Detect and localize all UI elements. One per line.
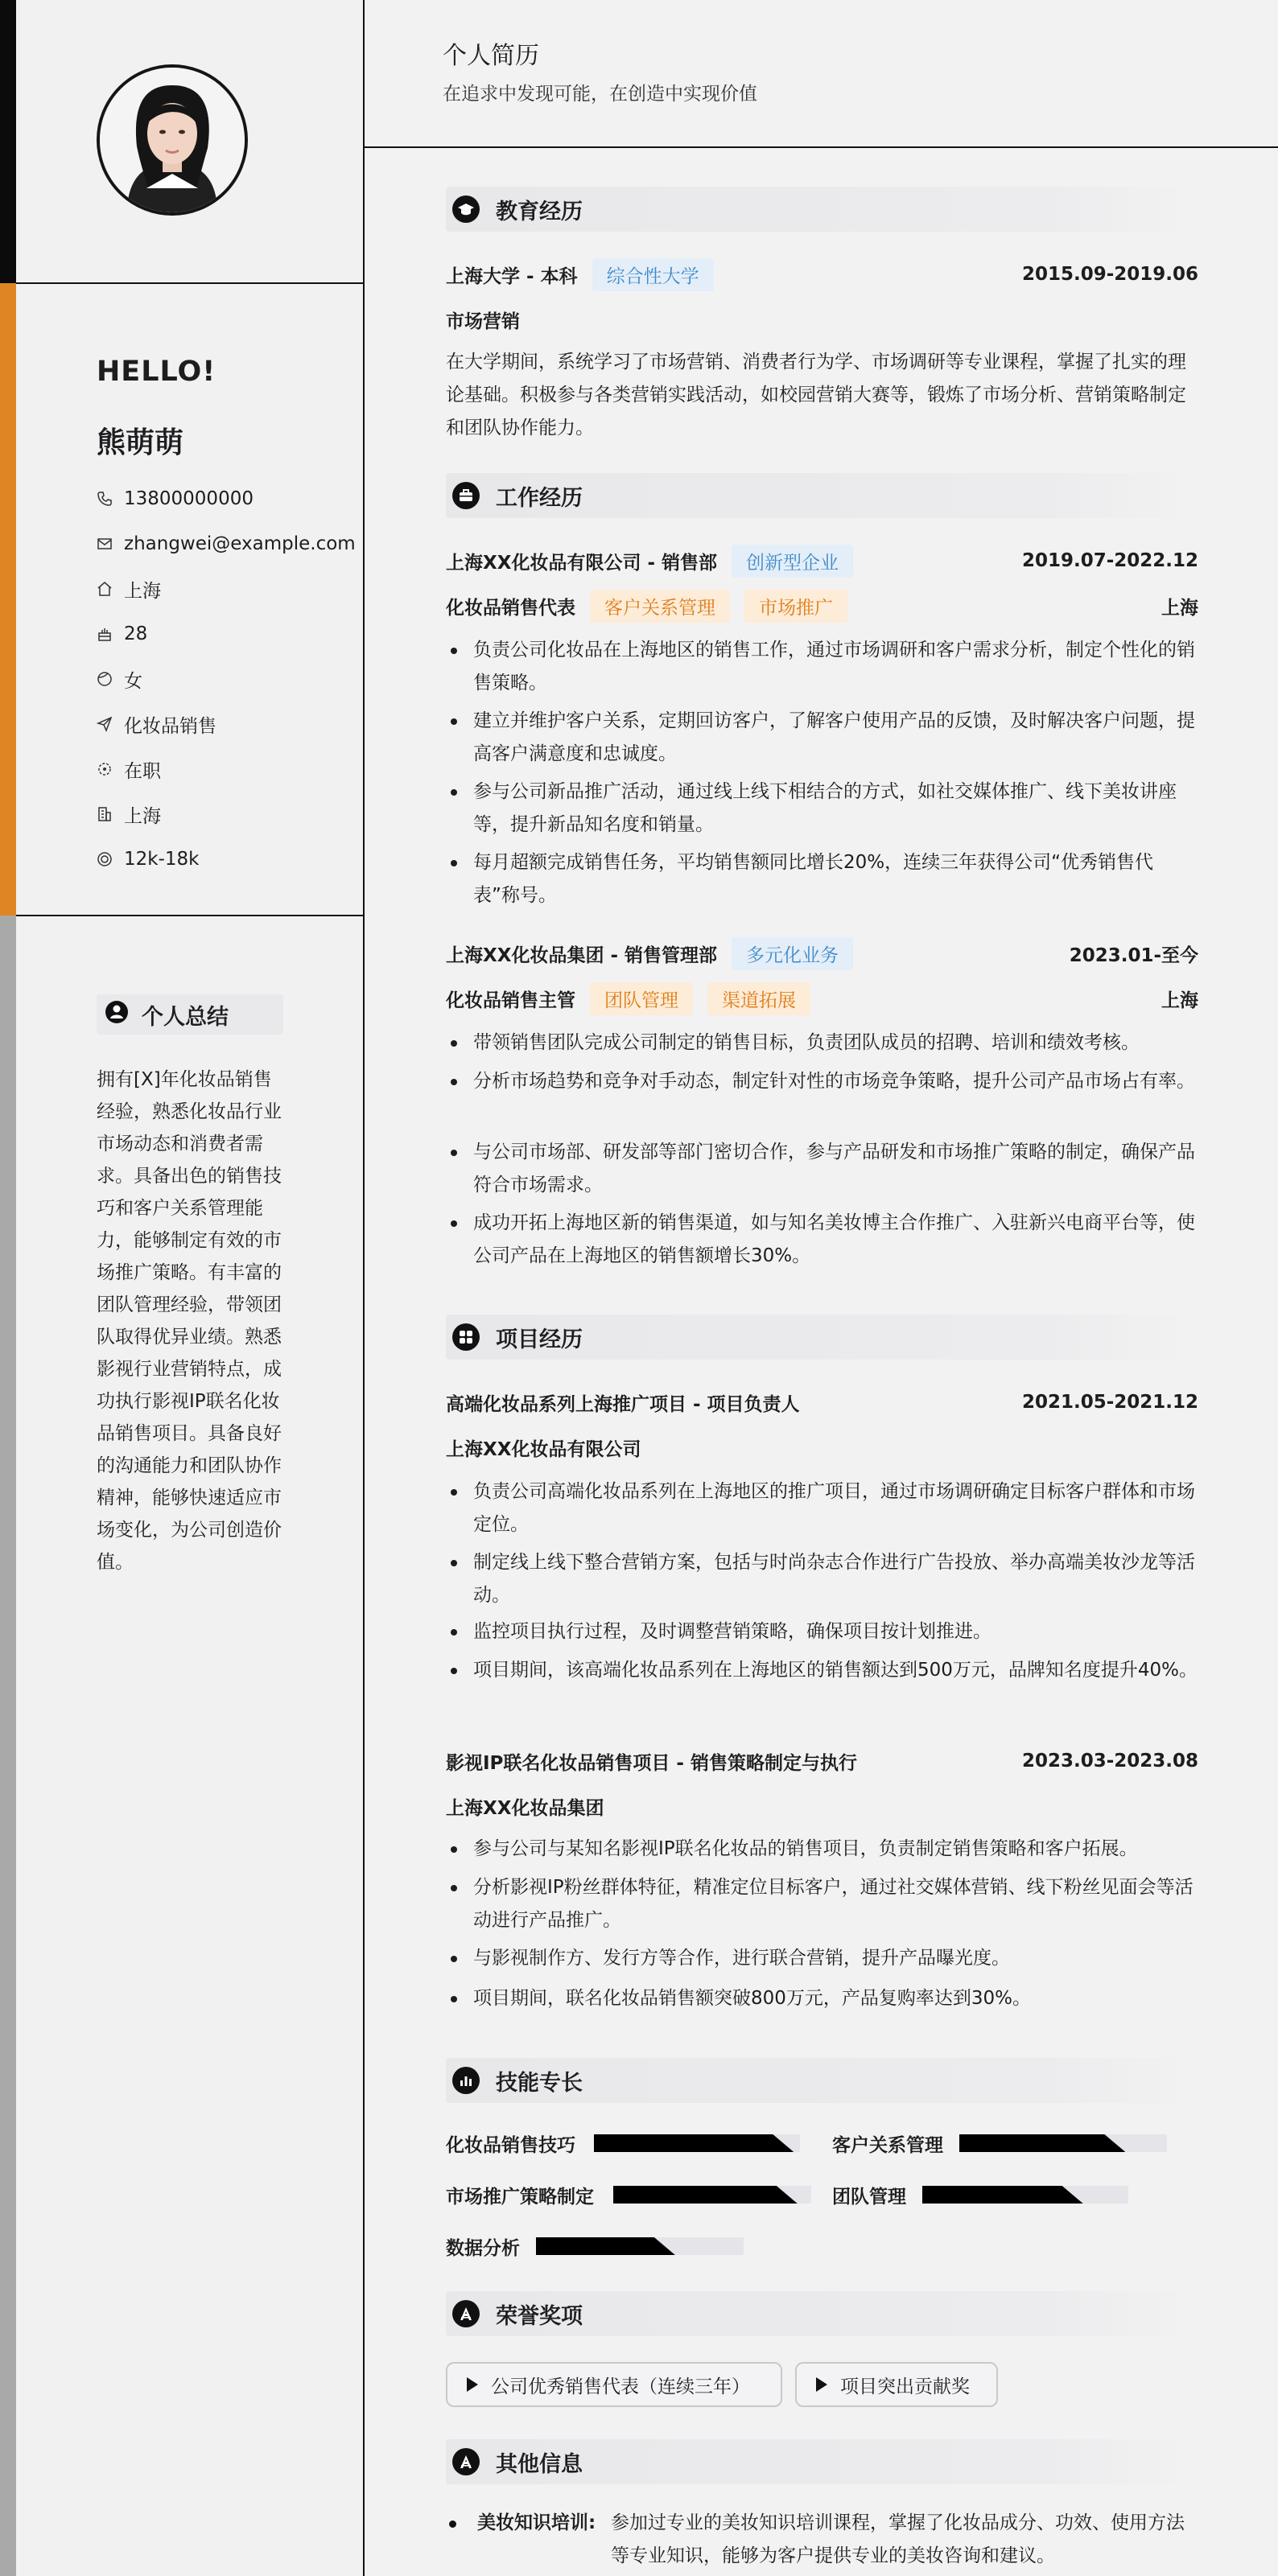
job-city: 上海 xyxy=(1161,597,1198,619)
job-role-row xyxy=(446,981,1198,1015)
hello-heading: HELLO! xyxy=(97,356,216,388)
status-icon xyxy=(97,761,113,777)
skill-bar-track xyxy=(613,2186,811,2204)
job-tag: 多元化业务 xyxy=(732,937,853,970)
project-bullet: 项目期间，该高端化妆品系列在上海地区的销售额达到500万元，品牌知名度提升40%。 xyxy=(446,1654,1198,1687)
education-major: 市场营销 xyxy=(446,311,520,332)
info-age xyxy=(97,618,147,650)
job-date: 2023.01-至今 xyxy=(1069,944,1198,966)
skill-bar-track xyxy=(594,2134,800,2152)
job-header-row xyxy=(446,544,1198,578)
info-value: 上海 xyxy=(124,580,161,602)
education-tag: 综合性大学 xyxy=(592,258,714,291)
award-icon xyxy=(452,2448,480,2475)
home-icon xyxy=(97,581,113,597)
info-value: 28 xyxy=(124,623,148,644)
job-bullet: 负责公司化妆品在上海地区的销售工作，通过市场调研和客户需求分析，制定个性化的销售策略。 xyxy=(446,634,1198,700)
mail-icon xyxy=(97,536,113,552)
section-skills xyxy=(446,2058,1194,2103)
info-value: 上海 xyxy=(124,805,161,827)
skill-label: 化妆品销售技巧 xyxy=(446,2135,575,2156)
grid-icon xyxy=(452,1323,480,1351)
skill-label: 数据分析 xyxy=(446,2238,520,2259)
skill-bar-track xyxy=(536,2237,744,2255)
job-bullet: 每月超额完成销售任务，平均销售额同比增长20%，连续三年获得公司“优秀销售代表”称号。 xyxy=(446,846,1198,912)
info-status xyxy=(97,753,161,785)
project-bullet: 制定线上线下整合营销方案，包括与时尚杂志合作进行广告投放、举办高端美妆沙龙等活动。 xyxy=(446,1546,1198,1612)
project-bullet: 分析影视IP粉丝群体特征，精准定位目标客户，通过社交媒体营销、线下粉丝见面会等活动进行产品推广。 xyxy=(446,1871,1198,1937)
sidebar-divider xyxy=(16,915,363,916)
job-company: 上海XX化妆品有限公司 - 销售部 xyxy=(446,552,718,574)
award-item xyxy=(795,2362,998,2407)
education-school: 上海大学 - 本科 xyxy=(446,265,578,287)
project-header-row xyxy=(446,1385,1198,1419)
award-label: 公司优秀销售代表（连续三年） xyxy=(491,2376,750,2397)
project-org: 上海XX化妆品有限公司 xyxy=(446,1438,641,1460)
bar-chart-icon xyxy=(452,2067,480,2094)
play-icon xyxy=(816,2377,827,2392)
education-header-row xyxy=(446,257,1198,291)
other-item xyxy=(446,2507,1198,2573)
skill-bar-track xyxy=(959,2134,1167,2152)
skill-label: 团队管理 xyxy=(832,2187,906,2208)
other-item-label: 美妆知识培训: xyxy=(477,2512,596,2533)
section-other xyxy=(446,2439,1194,2484)
header-divider xyxy=(365,146,1278,148)
award-icon xyxy=(452,2300,480,2327)
project-bullet: 监控项目执行过程，及时调整营销策略，确保项目按计划推进。 xyxy=(446,1615,1198,1648)
info-value: 12k-18k xyxy=(124,849,200,870)
info-gender xyxy=(97,663,142,695)
skill-bar-fill xyxy=(536,2237,675,2255)
avatar xyxy=(97,64,248,216)
info-value: 化妆品销售 xyxy=(124,715,216,737)
job-date: 2019.07-2022.12 xyxy=(1021,550,1198,571)
building-icon xyxy=(97,806,113,822)
award-item xyxy=(446,2362,782,2407)
info-value: zhangwei@example.com xyxy=(124,533,356,554)
section-title: 技能专长 xyxy=(496,2070,583,2096)
bullet-dot xyxy=(449,2520,456,2528)
project-org: 上海XX化妆品集团 xyxy=(446,1797,604,1819)
project-bullet: 与影视制作方、发行方等合作，进行联合营销，提升产品曝光度。 xyxy=(446,1942,1198,1975)
section-education xyxy=(446,187,1194,232)
project-bullet: 参与公司与某知名影视IP联名化妆品的销售项目，负责制定销售策略和客户拓展。 xyxy=(446,1833,1198,1866)
skill-bar-fill xyxy=(959,2134,1125,2152)
skill-bar-fill xyxy=(594,2134,794,2152)
section-title: 荣誉奖项 xyxy=(496,2303,583,2329)
job-skill-tag: 客户关系管理 xyxy=(590,590,730,623)
cake-icon xyxy=(97,626,113,642)
project-bullet: 负责公司高端化妆品系列在上海地区的推广项目，通过市场调研确定目标客户群体和市场定位。 xyxy=(446,1475,1198,1541)
job-city: 上海 xyxy=(1161,990,1198,1011)
section-work xyxy=(446,473,1194,518)
skill-bar-fill xyxy=(922,2186,1083,2204)
job-skill-tag: 渠道拓展 xyxy=(707,982,810,1015)
info-value: 在职 xyxy=(124,760,161,782)
info-position xyxy=(97,708,216,740)
job-bullet: 参与公司新品推广活动，通过线上线下相结合的方式，如社交媒体推广、线下美妆讲座等，提升新品知名度和销量。 xyxy=(446,776,1198,842)
project-date: 2023.03-2023.08 xyxy=(1021,1751,1198,1772)
job-skill-tag: 团队管理 xyxy=(590,982,693,1015)
job-tag: 创新型企业 xyxy=(732,545,853,578)
education-date: 2015.09-2019.06 xyxy=(1021,264,1198,285)
job-bullet: 建立并维护客户关系，定期回访客户，了解客户使用产品的反馈，及时解决客户问题，提高客户满意度和忠诚度。 xyxy=(446,705,1198,771)
sidebar-accent-stripe-bottom xyxy=(0,916,16,2576)
info-work-city xyxy=(97,798,161,830)
summary-text: 拥有[X]年化妆品销售经验，熟悉化妆品行业市场动态和消费者需求。具备出色的销售技巧和客户关系管理能力，能够制定有效的市场推广策略。有丰富的团队管理经验，带领团队取得优异业绩。熟悉影视行业营销特点，成功执行影视IP联名化妆品销售项目。具备良好的沟通能力和团队协作精神，能够快速适应市场变化，为公司创造价值。 xyxy=(97,1069,282,1573)
page-title: 个人简历 xyxy=(443,42,539,70)
sidebar-divider xyxy=(16,282,363,284)
skill-bar-track xyxy=(922,2186,1128,2204)
skill-label: 市场推广策略制定 xyxy=(446,2187,594,2208)
skill-label: 客户关系管理 xyxy=(832,2135,943,2156)
info-salary xyxy=(97,843,199,875)
sidebar-accent-stripe-top xyxy=(0,0,16,283)
section-title: 工作经历 xyxy=(496,485,583,511)
summary-heading xyxy=(97,994,283,1035)
page-motto: 在追求中发现可能，在创造中实现价值 xyxy=(443,84,757,105)
person-name: 熊萌萌 xyxy=(97,426,184,459)
sidebar-accent-stripe-middle xyxy=(0,283,16,916)
skill-bar-fill xyxy=(613,2186,798,2204)
job-header-row xyxy=(446,936,1198,970)
info-phone xyxy=(97,483,254,515)
job-company: 上海XX化妆品集团 - 销售管理部 xyxy=(446,944,718,966)
education-description: 在大学期间，系统学习了市场营销、消费者行为学、市场调研等专业课程，掌握了扎实的理论基础。积极参与各类营销实践活动，如校园营销大赛等，锻炼了市场分析、营销策略制定和团队协作能力。 xyxy=(446,352,1186,438)
project-date: 2021.05-2021.12 xyxy=(1021,1392,1198,1413)
info-value: 女 xyxy=(124,670,142,692)
phone-icon xyxy=(97,491,113,507)
summary-title: 个人总结 xyxy=(142,1004,229,1030)
salary-icon xyxy=(97,851,113,867)
section-projects xyxy=(446,1315,1194,1360)
project-name: 影视IP联名化妆品销售项目 - 销售策略制定与执行 xyxy=(446,1752,857,1774)
section-title: 项目经历 xyxy=(496,1327,583,1352)
section-title: 其他信息 xyxy=(496,2451,583,2477)
other-item-text: 参加过专业的美妆知识培训课程，掌握了化妆品成分、功效、使用方法等专业知识，能够为客户提供专业的美妆咨询和建议。 xyxy=(611,2512,1185,2566)
job-role-row xyxy=(446,589,1198,623)
section-title: 教育经历 xyxy=(496,199,583,224)
project-bullet: 项目期间，联名化妆品销售额突破800万元，产品复购率达到30%。 xyxy=(446,1982,1198,2015)
info-value: 13800000000 xyxy=(124,488,254,509)
briefcase-icon xyxy=(452,482,480,509)
gender-icon xyxy=(97,671,113,687)
job-bullet: 带领销售团队完成公司制定的销售目标，负责团队成员的招聘、培训和绩效考核。 xyxy=(446,1027,1198,1060)
sidebar xyxy=(0,0,365,2576)
section-honors xyxy=(446,2291,1194,2336)
job-skill-tag: 市场推广 xyxy=(744,590,847,623)
job-bullet: 成功开拓上海地区新的销售渠道，如与知名美妆博主合作推广、入驻新兴电商平台等，使公司产品在上海地区的销售额增长30%。 xyxy=(446,1207,1198,1273)
info-location xyxy=(97,573,161,605)
job-bullet: 与公司市场部、研发部等部门密切合作，参与产品研发和市场推广策略的制定，确保产品符合市场需求。 xyxy=(446,1136,1198,1202)
job-role: 化妆品销售代表 xyxy=(446,597,575,619)
info-email xyxy=(97,528,356,560)
job-role: 化妆品销售主管 xyxy=(446,990,575,1011)
award-label: 项目突出贡献奖 xyxy=(840,2376,970,2397)
job-bullet: 分析市场趋势和竞争对手动态，制定针对性的市场竞争策略，提升公司产品市场占有率。 xyxy=(446,1065,1198,1098)
play-icon xyxy=(467,2377,478,2392)
project-name: 高端化妆品系列上海推广项目 - 项目负责人 xyxy=(446,1393,800,1415)
user-icon xyxy=(105,1000,129,1030)
graduation-cap-icon xyxy=(452,195,480,223)
project-header-row xyxy=(446,1744,1198,1778)
send-icon xyxy=(97,716,113,732)
